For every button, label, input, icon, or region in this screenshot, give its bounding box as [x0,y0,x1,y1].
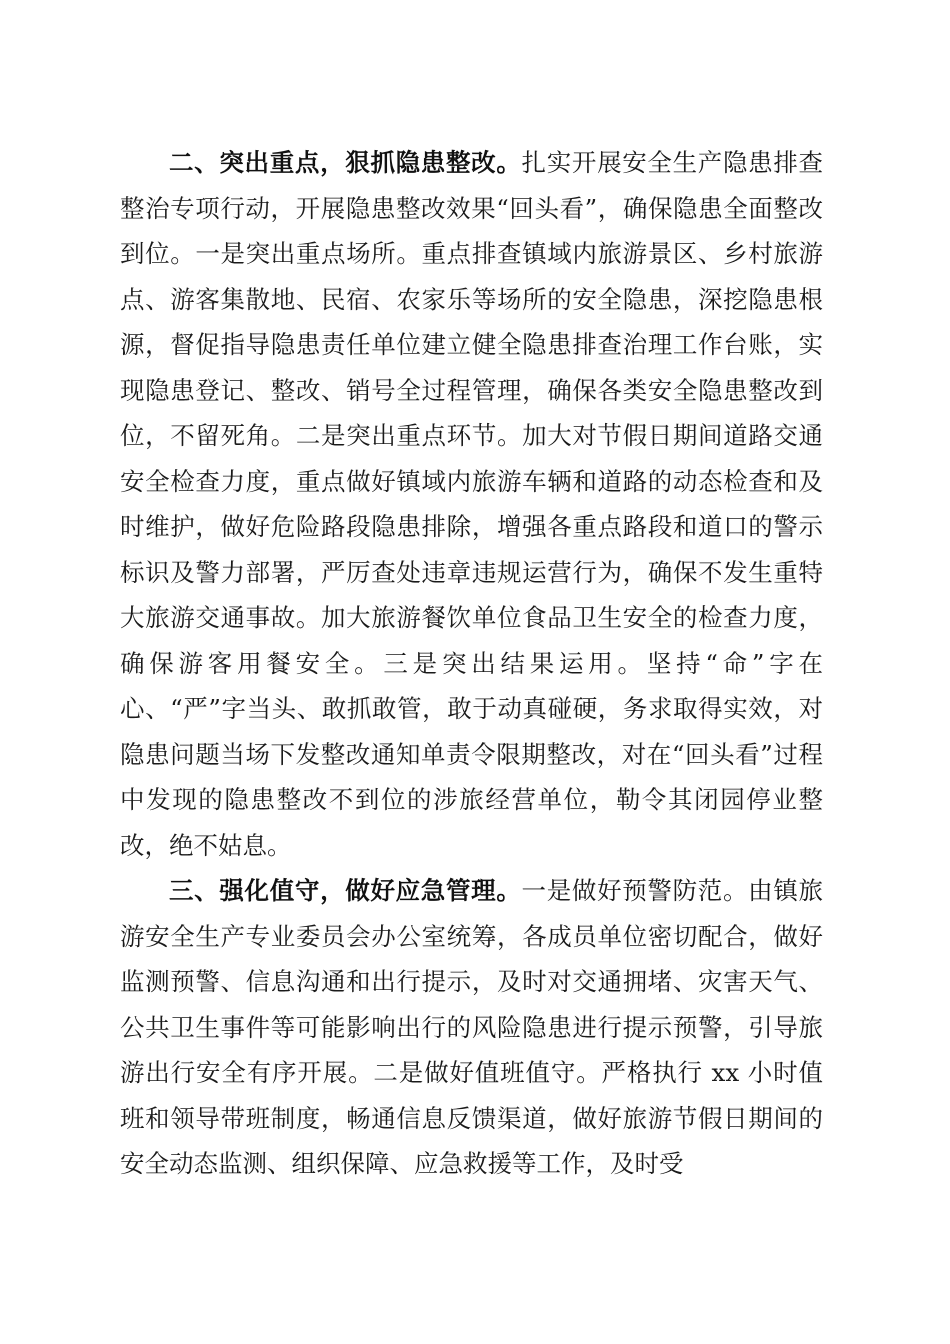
paragraph-body: 扎实开展安全生产隐患排查整治专项行动，开展隐患整改效果“回头看”，确保隐患全面整改到位。一是突出重点场所。重点排查镇域内旅游景区、乡村旅游点、游客集散地、民宿、农家乐等场所的安全隐患，深挖隐患根源，督促指导隐患责任单位建立健全隐患排查治理工作台账，实现隐患登记、整改、销号全过程管理，确保各类安全隐患整改到位，不留死角。二是突出重点环节。加大对节假日期间道路交通安全检查力度，重点做好镇域内旅游车辆和道路的动态检查和及时维护，做好危险路段隐患排除，增强各重点路段和道口的警示标识及警力部署，严厉查处违章违规运营行为，确保不发生重特大旅游交通事故。加大旅游餐饮单位食品卫生安全的检查力度，确保游客用餐安全。三是突出结果运用。坚持“命”字在心、“严”字当头、敢抓敢管，敢于动真碰硬，务求取得实效，对隐患问题当场下发整改通知单责令限期整改，对在“回头看”过程中发现的隐患整改不到位的涉旅经营单位，勒令其闭园停业整改，绝不姑息。 [120,148,824,860]
paragraph-heading: 二、突出重点，狠抓隐患整改。 [169,148,522,177]
paragraph-emergency-management [120,868,823,1187]
paragraph-hazard-rectification [120,140,823,868]
document-page [120,140,823,1187]
paragraph-body: 一是做好预警防范。由镇旅游安全生产专业委员会办公室统筹，各成员单位密切配合，做好监测预警、信息沟通和出行提示，及时对交通拥堵、灾害天气、公共卫生事件等可能影响出行的风险隐患进行提示预警，引导旅游出行安全有序开展。二是做好值班值守。严格执行 xx 小时值班和领导带班制度，畅通信息反馈渠道，做好旅游节假日期间的安全动态监测、组织保障、应急救援等工作，及时受 [120,876,824,1178]
paragraph-heading: 三、强化值守，做好应急管理。 [169,876,522,905]
